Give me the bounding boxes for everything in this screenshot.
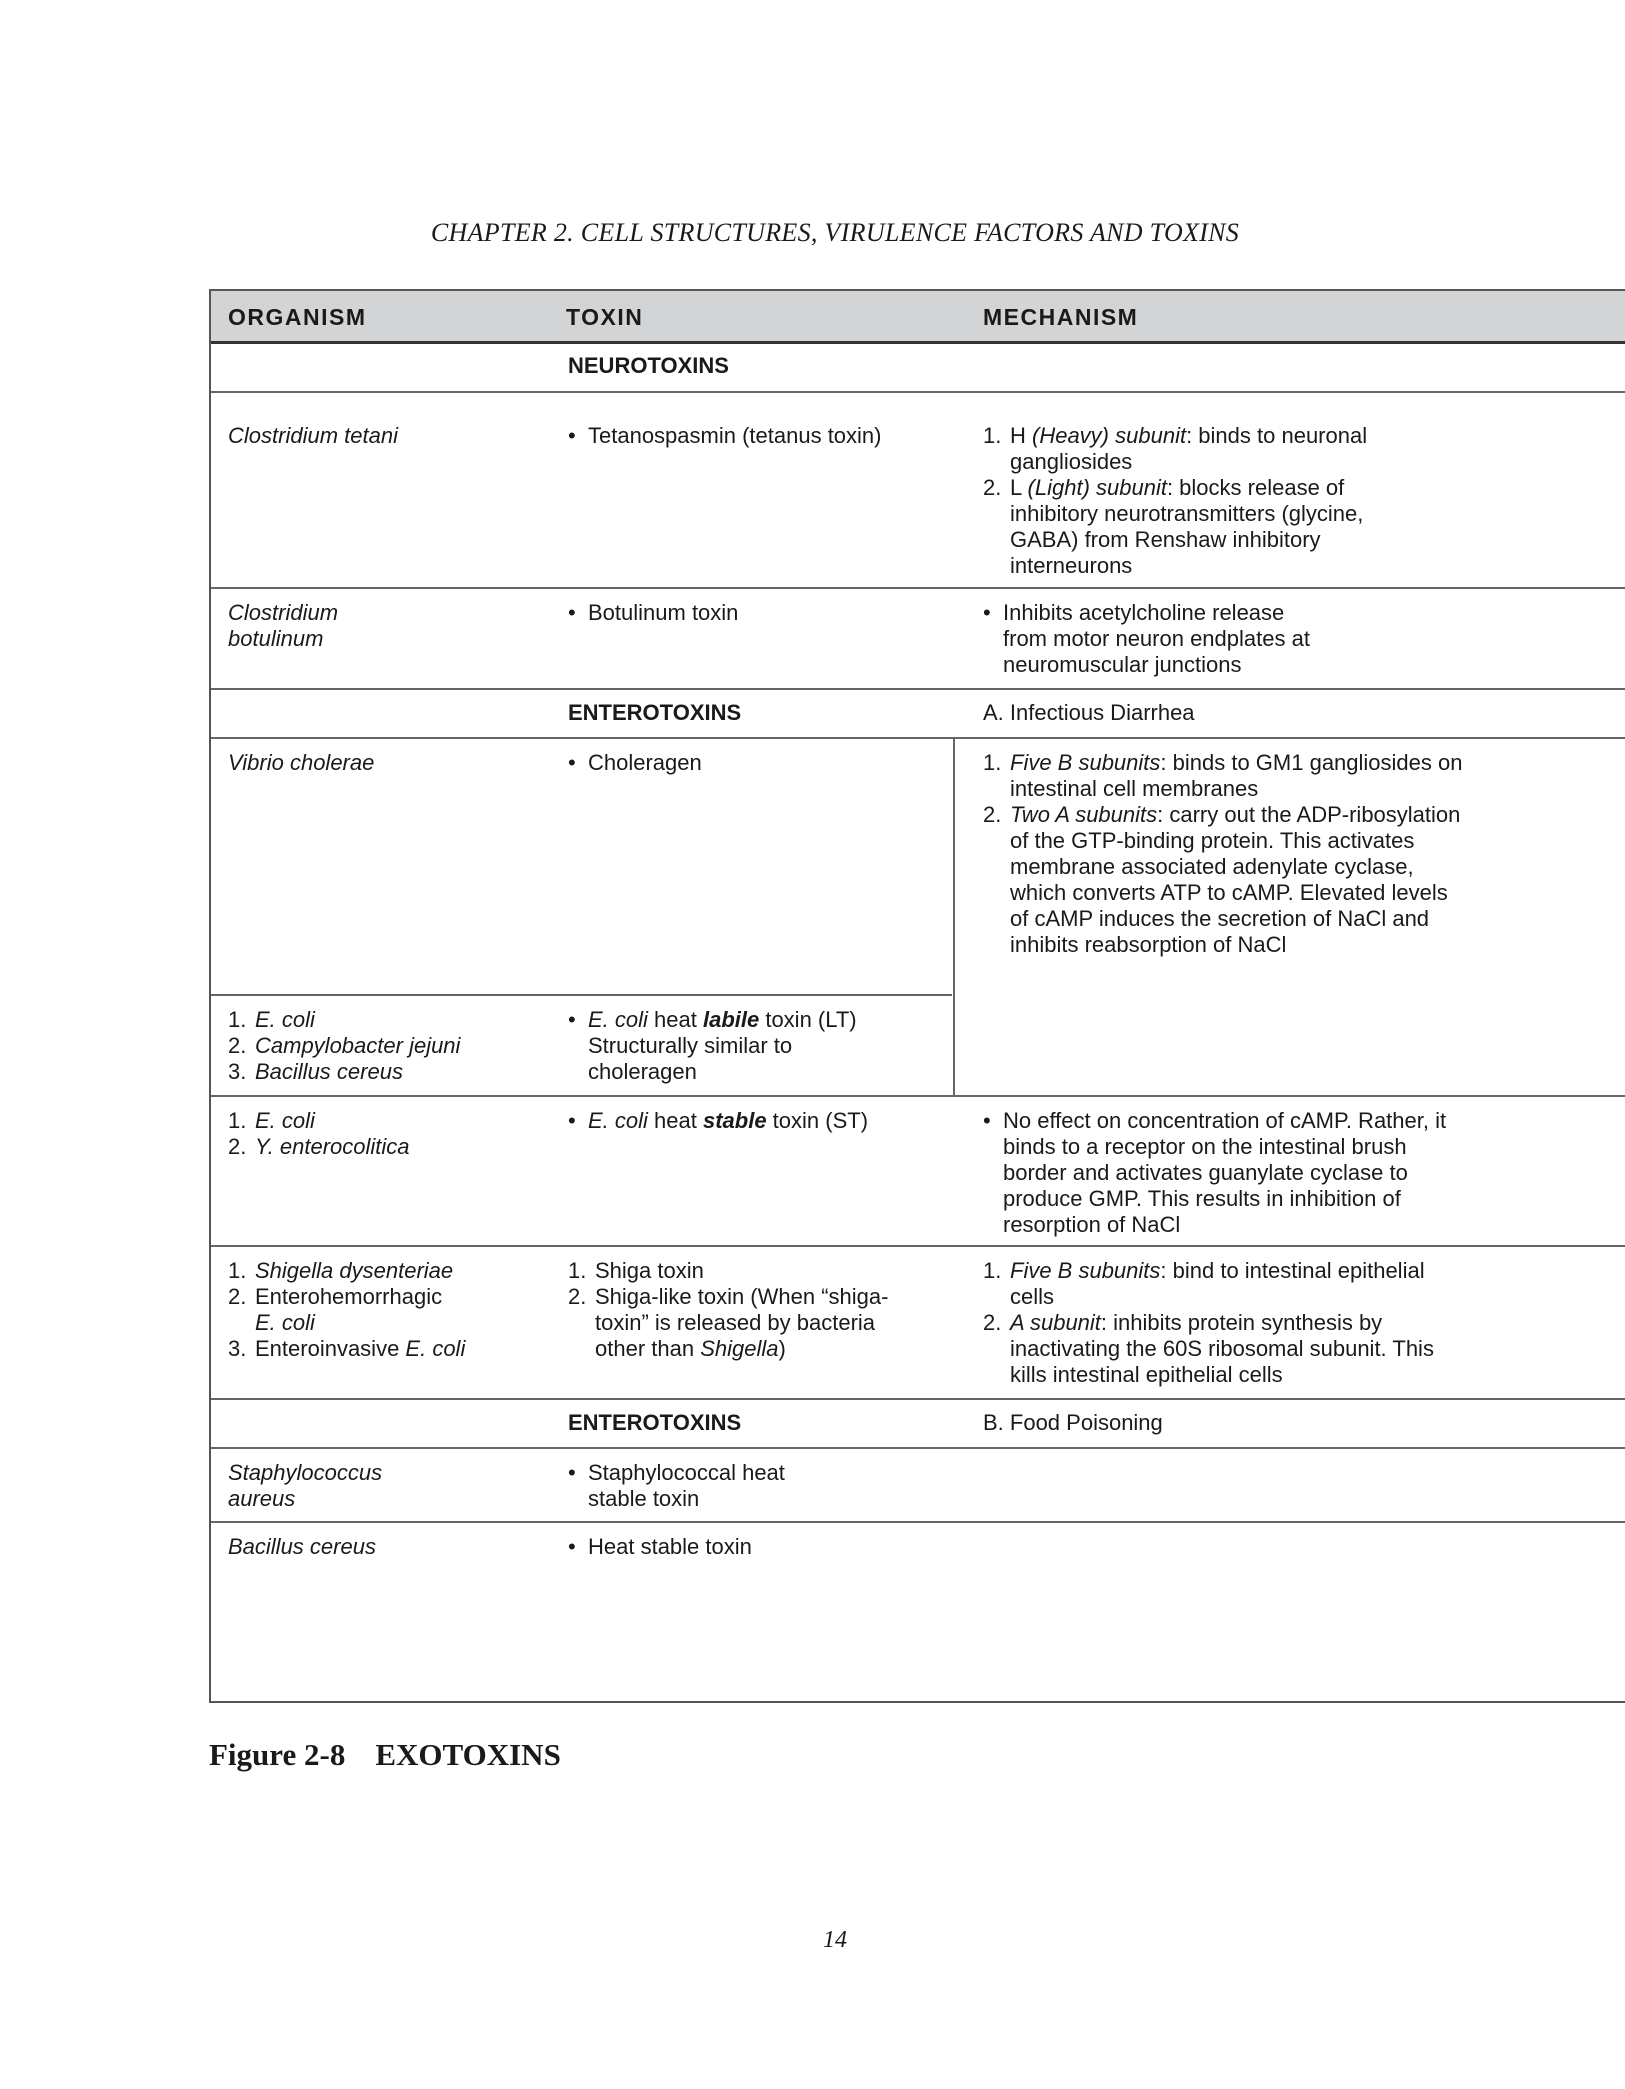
list-item: 1. Shigella dysenteriae (228, 1258, 454, 1283)
row-divider (211, 1245, 1625, 1247)
list-item: 2. Campylobacter jejuni (228, 1033, 461, 1058)
column-divider (953, 737, 955, 1095)
figure-caption (209, 1737, 561, 1773)
section-label-enterotoxins: ENTEROTOXINS (568, 1410, 742, 1435)
list-item: • Botulinum toxin (568, 600, 739, 625)
organism-cell (228, 1007, 548, 1085)
list-item: 1. Five B subunits: binds to GM1 gangliosides on intestinal cell membranes (983, 750, 1463, 801)
list-item: 1. Shiga toxin (568, 1258, 704, 1283)
toxin-cell (568, 1258, 898, 1362)
toxin-cell (568, 1460, 818, 1512)
mechanism-cell (983, 1108, 1463, 1238)
row-divider (211, 1447, 1625, 1449)
figure-label: Figure 2-8 (209, 1737, 346, 1772)
list-item: 2. Two A subunits: carry out the ADP-ribosylation of the GTP-binding protein. This activates membrane associated adenylate cyclase, which converts ATP to cAMP. Elevated levels of cAMP induces the secretion of NaCl and inhibits reabsorption of NaCl (983, 802, 1461, 957)
chapter-header: CHAPTER 2. CELL STRUCTURES, VIRULENCE FACTORS AND TOXINS (430, 218, 1240, 247)
organism-cell (228, 1108, 548, 1160)
row-divider (211, 688, 1625, 690)
list-item: • E. coli heat stable toxin (ST) (568, 1108, 869, 1133)
mechanism-cell (983, 600, 1323, 678)
list-item: • Staphylococcal heat stable toxin (568, 1460, 785, 1511)
row-divider (211, 1095, 1625, 1097)
list-item: 3. Enteroinvasive E. coli (228, 1336, 466, 1361)
list-item: • No effect on concentration of cAMP. Rather, it binds to a receptor on the intestinal brush border and activates guanylate cyclase to produce GMP. This results in inhibition of resorption of NaCl (983, 1108, 1447, 1237)
row-divider (211, 587, 1625, 589)
organism-cell: Clostridium botulinum (228, 600, 339, 651)
list-item: 1. H (Heavy) subunit: binds to neuronal gangliosides (983, 423, 1368, 474)
section-subtitle: B. Food Poisoning (983, 1410, 1163, 1435)
row-divider (211, 994, 952, 996)
list-item: • Tetanospasmin (tetanus toxin) (568, 423, 882, 448)
toxin-cell (568, 600, 938, 626)
mechanism-cell (983, 1258, 1463, 1388)
list-item: 1. E. coli (228, 1007, 315, 1032)
toxin-cell (568, 423, 938, 449)
row-divider (211, 1398, 1625, 1400)
list-item: 1. Five B subunits: bind to intestinal epithelial cells (983, 1258, 1425, 1309)
organism-cell: Staphylococcus aureus (228, 1460, 383, 1511)
list-item: • Inhibits acetylcholine release from motor neuron endplates at neuromuscular junctions (983, 600, 1310, 677)
section-label-enterotoxins: ENTEROTOXINS (568, 700, 742, 725)
row-divider (211, 1521, 1625, 1523)
organism-cell: Clostridium tetani (228, 423, 398, 448)
list-item: 2. Y. enterocolitica (228, 1134, 410, 1159)
organism-cell (228, 1258, 548, 1362)
list-item: • Choleragen (568, 750, 702, 775)
list-item: 3. Bacillus cereus (228, 1059, 403, 1084)
list-item: 2. Enterohemorrhagic E. coli (228, 1284, 443, 1335)
figure-title: EXOTOXINS (375, 1737, 561, 1772)
row-divider (211, 737, 1625, 739)
page-number: 14 (823, 1927, 847, 1953)
list-item: 2. L (Light) subunit: blocks release of inhibitory neurotransmitters (glycine, GABA) from Renshaw inhibitory interneurons (983, 475, 1364, 578)
toxin-cell (568, 1534, 938, 1560)
section-subtitle: A. Infectious Diarrhea (983, 700, 1195, 725)
column-header-toxin: TOXIN (566, 304, 644, 330)
toxin-cell (568, 750, 938, 776)
toxin-cell (568, 1007, 873, 1085)
mechanism-cell (983, 750, 1463, 958)
organism-cell: Bacillus cereus (228, 1534, 376, 1559)
toxin-cell (568, 1108, 938, 1134)
column-header-mechanism: MECHANISM (983, 304, 1139, 330)
section-label-neurotoxins: NEUROTOXINS (568, 353, 729, 378)
list-item: 2. Shiga-like toxin (When “shiga-toxin” is released by bacteria other than Shigella) (568, 1284, 889, 1361)
exotoxins-table (209, 289, 1625, 1703)
row-divider (211, 391, 1625, 393)
organism-cell: Vibrio cholerae (228, 750, 375, 775)
list-item: 2. A subunit: inhibits protein synthesis by inactivating the 60S ribosomal subunit. This kills intestinal epithelial cells (983, 1310, 1434, 1387)
mechanism-cell (983, 423, 1413, 579)
list-item: • E. coli heat labile toxin (LT) Structurally similar to choleragen (568, 1007, 857, 1084)
list-item: • Heat stable toxin (568, 1534, 752, 1559)
list-item: 1. E. coli (228, 1108, 315, 1133)
table-header-row (211, 291, 1625, 344)
column-header-organism: ORGANISM (228, 304, 367, 330)
